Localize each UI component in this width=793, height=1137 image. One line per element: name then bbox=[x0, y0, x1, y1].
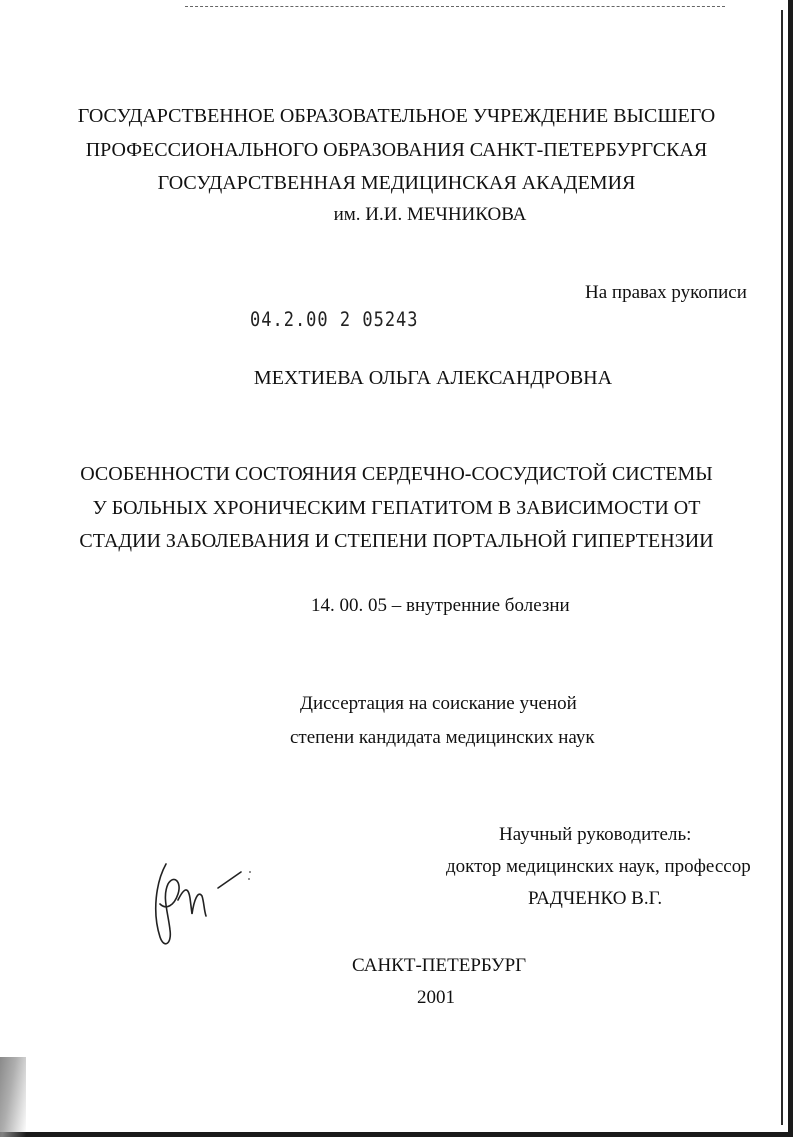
institution-line-2: ПРОФЕССИОНАЛЬНОГО ОБРАЗОВАНИЯ САНКТ-ПЕТЕРБУРГСКАЯ bbox=[85, 139, 708, 161]
author-signature bbox=[148, 852, 260, 952]
degree-line-1: Диссертация на соискание ученой bbox=[300, 693, 577, 714]
institution-line-1: ГОСУДАРСТВЕННОЕ ОБРАЗОВАТЕЛЬНОЕ УЧРЕЖДЕНИЕ ВЫСШЕГО bbox=[77, 105, 716, 127]
registry-stamp: 04.2.00 2 05243 bbox=[250, 308, 419, 332]
scan-bottom-edge bbox=[0, 1132, 793, 1137]
specialty: 14. 00. 05 – внутренние болезни bbox=[311, 595, 570, 616]
institution-line-4: им. И.И. МЕЧНИКОВА bbox=[333, 204, 527, 225]
author-name: МЕХТИЕВА ОЛЬГА АЛЕКСАНДРОВНА bbox=[253, 367, 613, 389]
supervisor-title: доктор медицинских наук, профессор bbox=[446, 856, 751, 877]
title-line-2: У БОЛЬНЫХ ХРОНИЧЕСКИМ ГЕПАТИТОМ В ЗАВИСИМОСТИ ОТ bbox=[92, 497, 701, 519]
supervisor-name: РАДЧЕНКО В.Г. bbox=[528, 888, 663, 909]
scan-corner-smudge bbox=[0, 1057, 26, 1137]
city: САНКТ-ПЕТЕРБУРГ bbox=[352, 955, 527, 976]
title-line-3: СТАДИИ ЗАБОЛЕВАНИЯ И СТЕПЕНИ ПОРТАЛЬНОЙ ГИПЕРТЕНЗИИ bbox=[79, 530, 714, 552]
degree-line-2: степени кандидата медицинских наук bbox=[290, 727, 595, 748]
supervisor-label: Научный руководитель: bbox=[499, 824, 692, 845]
title-line-1: ОСОБЕННОСТИ СОСТОЯНИЯ СЕРДЕЧНО-СОСУДИСТОЙ СИСТЕМЫ bbox=[80, 463, 713, 485]
institution-line-3: ГОСУДАРСТВЕННАЯ МЕДИЦИНСКАЯ АКАДЕМИЯ bbox=[157, 172, 636, 194]
year: 2001 bbox=[417, 987, 455, 1008]
rights-note: На правах рукописи bbox=[585, 282, 747, 303]
scan-top-edge bbox=[185, 6, 725, 8]
